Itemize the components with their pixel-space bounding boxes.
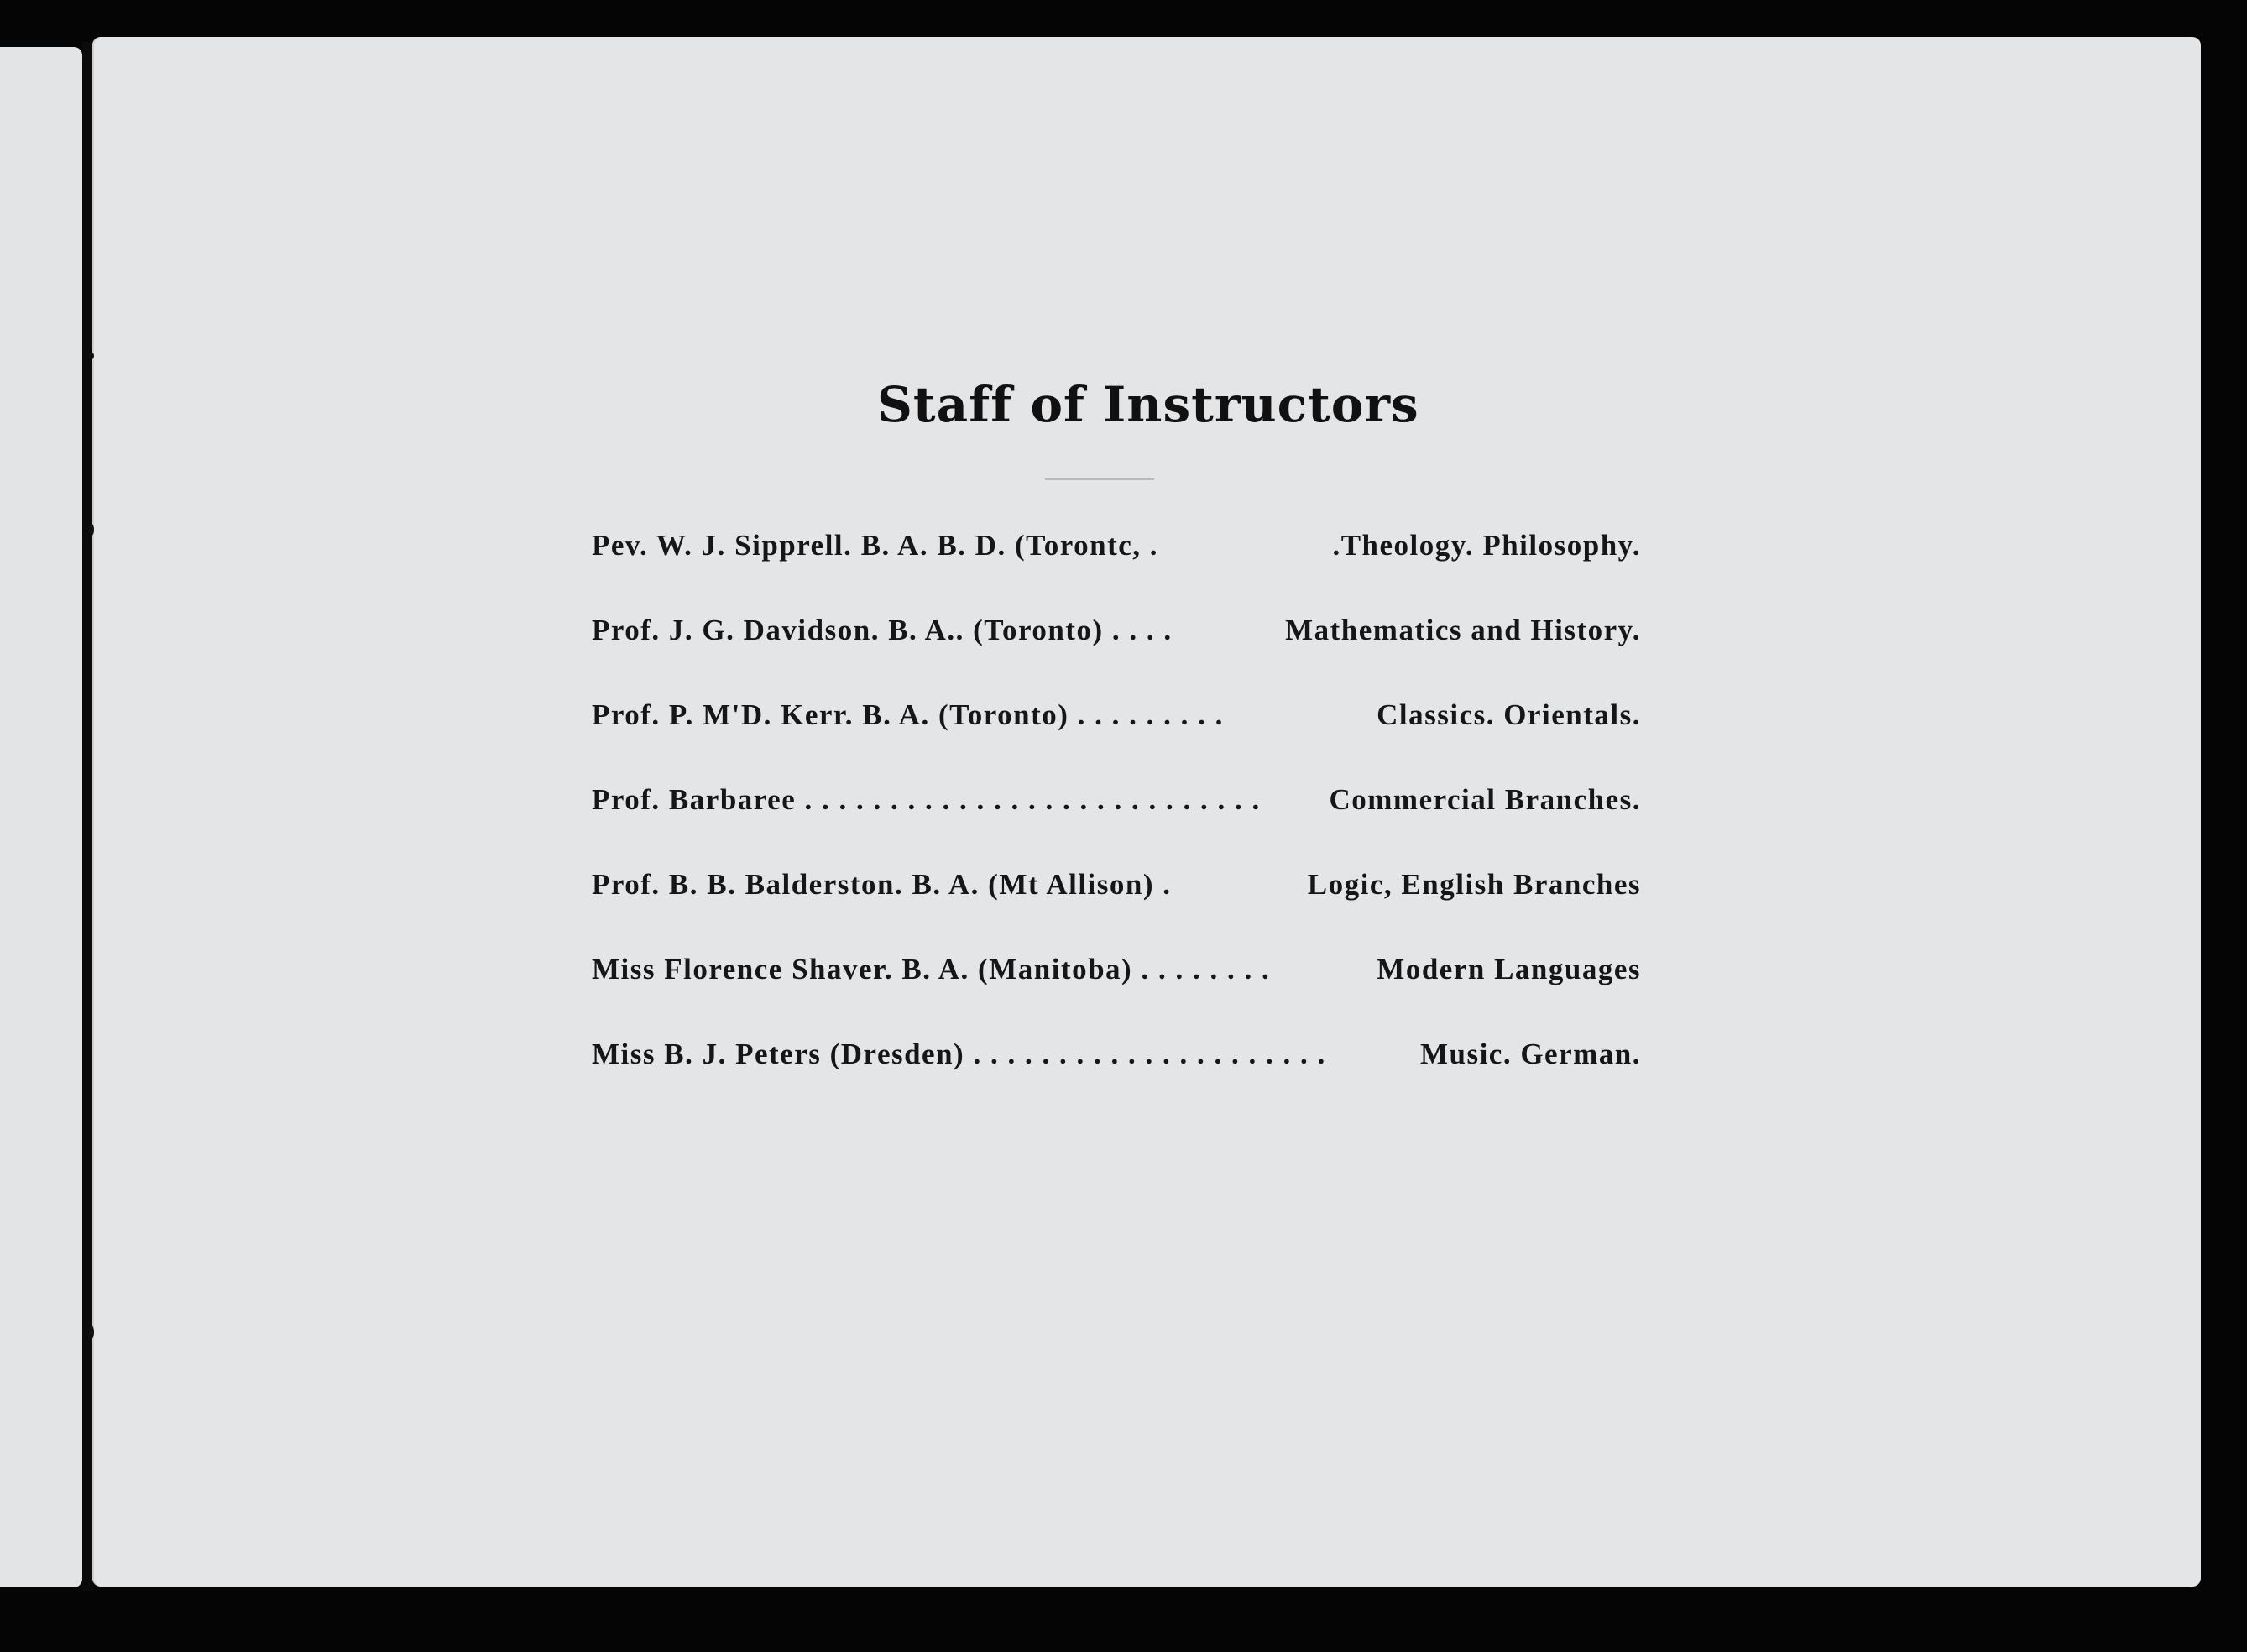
margin-speck bbox=[89, 524, 94, 536]
instructor-name: Miss B. J. Peters (Dresden) . . . . . . . . . . . . . . . . . . . . . bbox=[592, 1038, 1326, 1070]
staff-row bbox=[592, 698, 1641, 749]
instructor-name: Pev. W. J. Sipprell. B. A. B. D. (Torontc, . bbox=[592, 529, 1159, 562]
instructor-subject: Mathematics and History. bbox=[1285, 614, 1641, 646]
instructor-subject: Classics. Orientals. bbox=[1377, 698, 1641, 731]
instructor-name: Prof. J. G. Davidson. B. A.. (Toronto) . . . . bbox=[592, 614, 1173, 646]
facing-page-edge bbox=[0, 47, 82, 1587]
instructor-subject: Logic, English Branches bbox=[1307, 868, 1641, 901]
margin-speck bbox=[89, 1325, 94, 1339]
instructor-subject: .Theology. Philosophy. bbox=[1332, 529, 1641, 562]
instructor-name: Miss Florence Shaver. B. A. (Manitoba) . . . . . . . . bbox=[592, 953, 1271, 985]
title-divider bbox=[1045, 478, 1154, 480]
instructor-name: Prof. B. B. Balderston. B. A. (Mt Allison) . bbox=[592, 868, 1172, 901]
staff-row bbox=[592, 953, 1641, 1003]
staff-row bbox=[592, 614, 1641, 664]
staff-row bbox=[592, 868, 1641, 918]
page-title: Staff of Instructors bbox=[877, 376, 1419, 433]
instructor-name: Prof. P. M'D. Kerr. B. A. (Toronto) . . . . . . . . . bbox=[592, 698, 1224, 731]
staff-row bbox=[592, 529, 1641, 579]
instructor-subject: Music. German. bbox=[1419, 1038, 1641, 1070]
staff-row bbox=[592, 783, 1641, 834]
instructor-subject: Commercial Branches. bbox=[1329, 783, 1641, 816]
instructor-name: Prof. Barbaree . . . . . . . . . . . . . . . . . . . . . . . . . . . bbox=[592, 783, 1261, 816]
margin-speck bbox=[89, 353, 94, 359]
instructor-subject: Modern Languages bbox=[1377, 953, 1641, 985]
staff-row bbox=[592, 1038, 1641, 1088]
